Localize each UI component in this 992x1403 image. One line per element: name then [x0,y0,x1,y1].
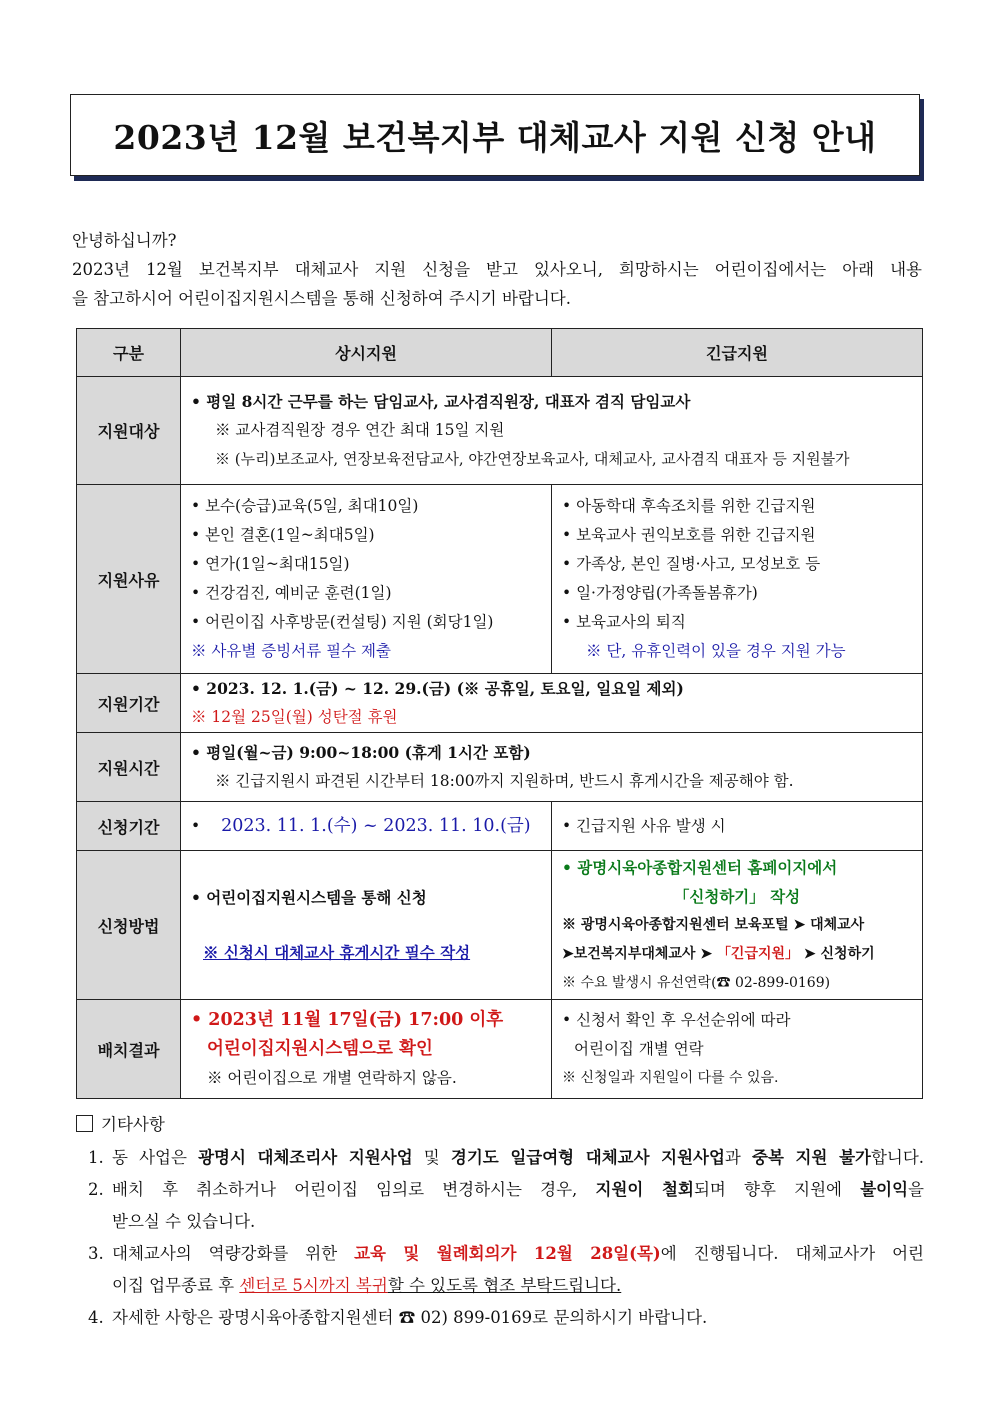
method-urgent-line-2: 「신청하기」 작성 [673,886,801,906]
title-box [70,94,920,176]
note-text: 합니다. [870,1148,925,1167]
list-item: • 보육교사 권익보호를 위한 긴급지원 [562,526,816,544]
method-urgent-line-5: ※ 수요 발생시 유선연락(☎ 02-899-0169) [562,974,831,991]
reason-regular-cell [181,485,552,674]
list-item: • 본인 결혼(1일~최대5일) [191,526,375,544]
list-item: • 건강검진, 예비군 훈련(1일) [191,584,392,602]
reason-urgent-cell [552,485,923,674]
note-emphasis: 지원이 철회 [595,1180,694,1199]
intro-line-2: 을 참고하시어 어린이집지원시스템을 통해 신청하여 주시기 바랍니다. [72,289,571,308]
note-emphasis: 센터로 5시까지 복귀 [239,1276,388,1295]
label-result: 배치결과 [77,1000,181,1099]
apply-period-regular: 2023. 11. 1.(수) ~ 2023. 11. 10.(금) [221,815,531,836]
row-time [77,733,923,802]
intro-line-1: 2023년 12월 보건복지부 대체교사 지원 신청을 받고 있사오니, 희망하시는 어린이집에서는 아래 내용 [72,260,922,279]
period-cell [181,674,923,733]
intro [72,226,922,313]
note-text: 받으실 수 있습니다. [112,1212,256,1231]
header-category: 구분 [77,329,181,377]
note-text: 되며 향후 지원에 [693,1180,861,1199]
list-item: • 아동학대 후속조치를 위한 긴급지원 [562,497,816,515]
note-emphasis: 중복 지원 불가 [752,1148,871,1167]
note-item-2 [76,1174,924,1206]
note-item-3-cont [76,1270,924,1302]
method-urgent-line-4b: 「긴급지원」 [716,945,800,962]
result-urgent-cell [552,1000,923,1099]
apply-period-urgent: • 긴급지원 사유 발생 시 [562,816,726,835]
list-item: • 가족상, 본인 질병·사고, 모성보호 등 [562,555,821,573]
page-title: 2023년 12월 보건복지부 대체교사 지원 신청 안내 [113,117,877,157]
note-text: 및 [412,1148,451,1167]
list-item: • 보육교사의 퇴직 [562,613,686,631]
note-emphasis: 교육 및 월례회의가 12월 28일(목) [354,1244,661,1263]
row-apply-period [77,802,923,851]
note-text: 동 사업은 [112,1148,199,1167]
target-note-1: ※ 교사겸직원장 경우 연간 최대 15일 지원 [215,421,505,439]
apply-period-urgent-cell [552,802,923,851]
label-time: 지원시간 [77,733,181,802]
note-emphasis: 경기도 일급여형 대체교사 지원사업 [450,1148,725,1167]
note-emphasis: 불이익 [860,1180,909,1199]
method-regular-cell [181,851,552,1000]
label-method: 신청방법 [77,851,181,1000]
note-text: 과 [724,1148,753,1167]
row-result [77,1000,923,1099]
row-target [77,377,923,485]
label-period: 지원기간 [77,674,181,733]
list-item: • 어린이집 사후방문(컨설팅) 지원 (회당1일) [191,613,494,631]
list-item: • 연가(1일~최대15일) [191,555,350,573]
method-urgent-line-3: ※ 광명시육아종합지원센터 보육포털 ➤ 대체교사 [562,916,865,933]
table-header-row [77,329,923,377]
target-cell [181,377,923,485]
note-number: 2. [88,1180,104,1199]
note-emphasis: 광명시 대체조리사 지원사업 [198,1148,413,1167]
notes-section [76,1112,924,1334]
note-item-2-cont [76,1206,924,1238]
result-urgent-line-1: • 신청서 확인 후 우선순위에 따라 [562,1010,791,1029]
method-urgent-line-4a: ➤보건복지부대체교사 ➤ [562,945,717,962]
note-item-1 [76,1142,924,1174]
note-number: 4. [88,1308,104,1327]
notes-header-label: 기타사항 [101,1115,165,1134]
note-item-3 [76,1238,924,1270]
checkbox-square-icon [76,1115,93,1132]
list-item: • 보수(승급)교육(5일, 최대10일) [191,497,419,515]
row-period [77,674,923,733]
note-text: 자세한 사항은 광명시육아종합지원센터 ☎ 02) 899-0169로 문의하시기 바랍니다. [112,1308,708,1327]
label-reason: 지원사유 [77,485,181,674]
list-item: • 일·가정양립(가족돌봄휴가) [562,584,758,602]
method-urgent-cell [552,851,923,1000]
label-target: 지원대상 [77,377,181,485]
bullet: • [191,816,201,835]
note-number: 3. [88,1244,104,1263]
period-main: • 2023. 12. 1.(금) ~ 12. 29.(금) (※ 공휴일, 토요일, 일요일 제외) [191,679,684,698]
notes-list [76,1142,924,1334]
reason-regular-note: ※ 사유별 증빙서류 필수 제출 [191,642,391,660]
notes-header [76,1112,924,1138]
note-text: 대체교사의 역량강화를 위한 [112,1244,355,1263]
method-regular-main: • 어린이집지원시스템을 통해 신청 [191,888,427,907]
support-table [76,328,923,1099]
header-regular: 상시지원 [181,329,552,377]
row-reason [77,485,923,674]
label-apply-period: 신청기간 [77,802,181,851]
note-number: 1. [88,1148,104,1167]
method-urgent-line-4 [562,940,912,969]
target-note-2: ※ (누리)보조교사, 연장보육전담교사, 야간연장보육교사, 대체교사, 교사겸직 대표자 등 지원불가 [215,450,850,468]
row-method [77,851,923,1000]
note-text: 에 진행됩니다. 대체교사가 어린 [660,1244,924,1263]
note-text: 배치 후 취소하거나 어린이집 임의로 변경하시는 경우, [112,1180,596,1199]
note-text: 이집 업무종료 후 [112,1276,240,1295]
time-cell [181,733,923,802]
period-note: ※ 12월 25일(월) 성탄절 휴원 [191,708,398,726]
time-note: ※ 긴급지원시 파견된 시간부터 18:00까지 지원하며, 반드시 휴게시간을 제공해야 함. [215,772,794,790]
note-text: 할 수 있도록 협조 부탁드립니다. [387,1276,622,1295]
header-urgent: 긴급지원 [552,329,923,377]
method-urgent-line-1: • 광명시육아종합지원센터 홈페이지에서 [562,857,838,877]
result-regular-cell [181,1000,552,1099]
result-regular-line-2: 어린이집지원시스템으로 확인 [207,1038,433,1059]
note-text: 을 [908,1180,924,1199]
result-urgent-line-2: 어린이집 개별 연락 [574,1039,704,1058]
reason-urgent-note: ※ 단, 유휴인력이 있을 경우 지원 가능 [586,642,846,660]
result-regular-note: ※ 어린이집으로 개별 연락하지 않음. [207,1068,457,1087]
method-regular-note: ※ 신청시 대체교사 휴게시간 필수 작성 [203,943,471,962]
target-main: • 평일 8시간 근무를 하는 담임교사, 교사겸직원장, 대표자 겸직 담임교사 [191,392,691,411]
time-main: • 평일(월~금) 9:00~18:00 (휴게 1시간 포함) [191,743,531,762]
result-regular-line-1: • 2023년 11월 17일(금) 17:00 이후 [191,1009,504,1030]
result-urgent-note: ※ 신청일과 지원일이 다를 수 있음. [562,1069,779,1086]
note-item-4 [76,1302,924,1334]
method-urgent-line-4c: ➤ 신청하기 [799,945,875,962]
apply-period-regular-cell [181,802,552,851]
greeting: 안녕하십니까? [72,231,177,250]
